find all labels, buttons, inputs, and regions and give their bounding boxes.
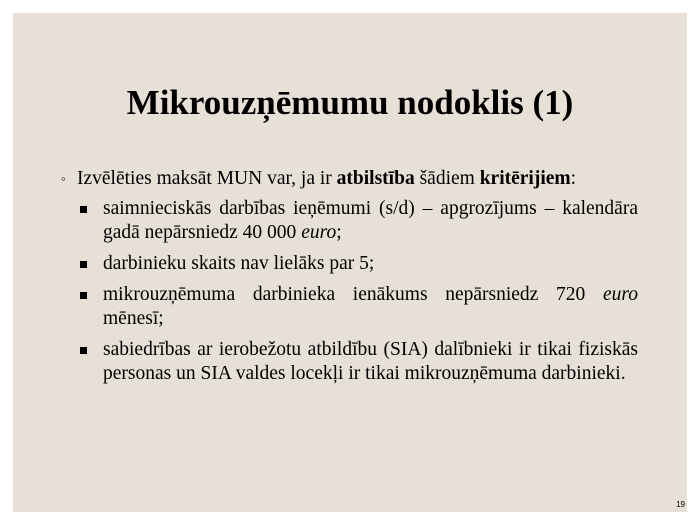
list-item-text: saimnieciskās darbības ieņēmumi (s/d) – apgrozījums – kalendāra gadā nepārsniedz 40 000 <box>103 198 638 243</box>
intro-text-2: šādiem <box>414 168 480 189</box>
slide-title: Mikrouzņēmumu nodoklis (1) <box>126 83 574 122</box>
square-bullet-icon <box>80 261 87 268</box>
slide-body <box>61 167 638 393</box>
list-item-text: sabiedrības ar ierobežotu atbildību (SIA) dalībnieki ir tikai fiziskās personas un SIA valdes locekļi ir tikai mikrouzņēmuma darbinieki. <box>103 339 638 384</box>
list-item <box>61 283 638 331</box>
list-item-text-end: mēnesī; <box>103 308 164 329</box>
list-item-text-end: ; <box>336 222 342 243</box>
intro-text-3: : <box>570 168 577 189</box>
list-item-italic: euro <box>301 222 337 243</box>
square-bullet-icon <box>80 347 87 354</box>
square-bullet-icon <box>80 292 87 299</box>
circle-bullet-icon: ◦ <box>61 171 66 186</box>
list-item <box>61 252 638 276</box>
intro-bold-2: kritērijiem <box>479 168 571 189</box>
list-item-italic: euro <box>602 284 638 305</box>
page-number: 19 <box>676 500 685 509</box>
list-item-text: mikrouzņēmuma darbinieka ienākums nepārsniedz 720 <box>103 284 603 305</box>
intro-text-1: Izvēlēties maksāt MUN var, ja ir <box>77 168 337 189</box>
list-item <box>61 197 638 245</box>
intro-bold-1: atbilstība <box>336 168 415 189</box>
list-item <box>61 338 638 386</box>
intro-paragraph <box>61 167 638 191</box>
list-item-text: darbinieku skaits nav lielāks par 5; <box>103 253 375 274</box>
criteria-list <box>61 197 638 386</box>
square-bullet-icon <box>80 206 87 213</box>
slide <box>13 13 687 512</box>
